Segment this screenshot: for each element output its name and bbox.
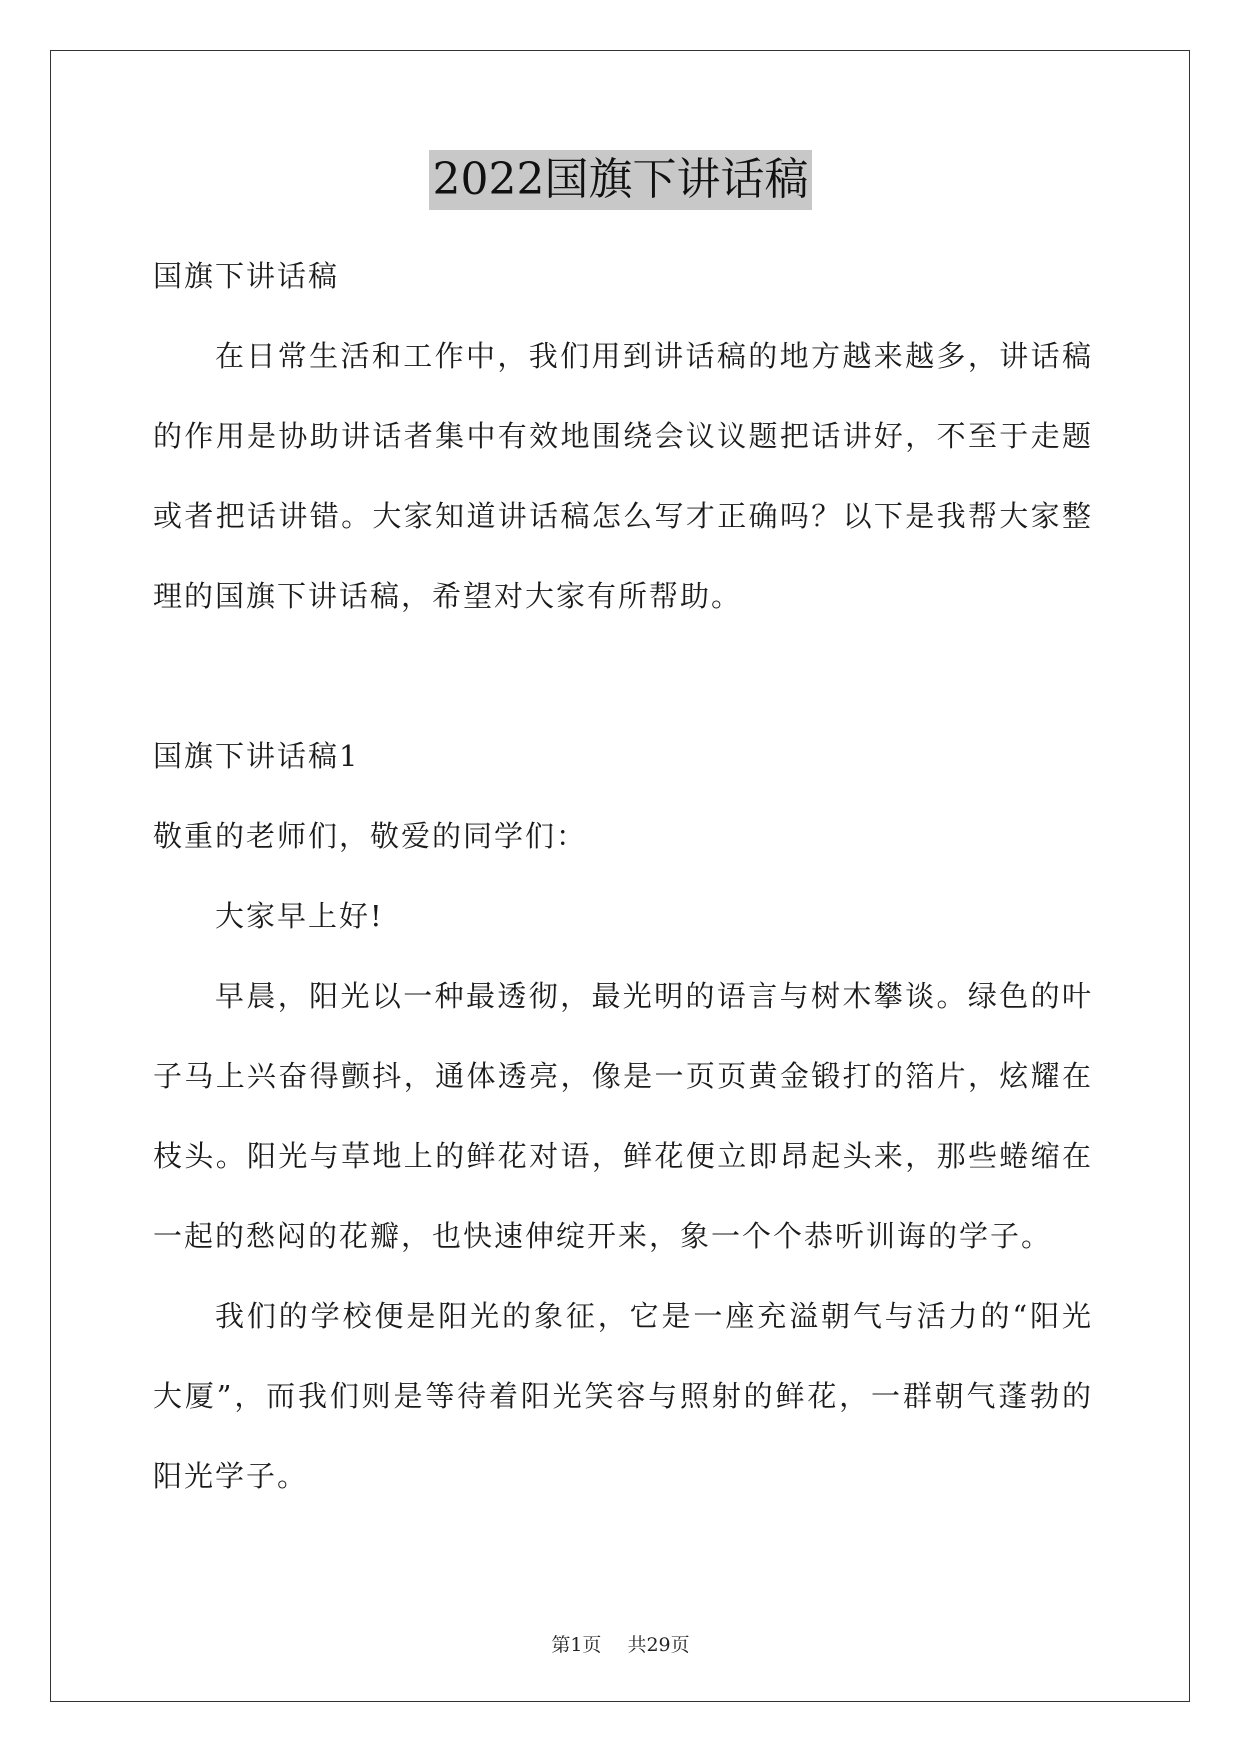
- document-title: 2022国旗下讲话稿: [429, 150, 813, 210]
- page-footer: [0, 1630, 1241, 1657]
- body-paragraph: 早晨，阳光以一种最透彻，最光明的语言与树木攀谈。绿色的叶子马上兴奋得颤抖，通体透亮，像是一页页黄金锻打的箔片，炫耀在枝头。阳光与草地上的鲜花对语，鲜花便立即昂起头来，那些蜷缩在一起的愁闷的花瓣，也快速伸绽开来，象一个个恭听训诲的学子。: [153, 979, 1093, 1253]
- page-total: 共29页: [627, 1634, 690, 1656]
- title-container: [0, 150, 1241, 210]
- salutation: 敬重的老师们，敬爱的同学们：: [153, 819, 588, 853]
- intro-heading: 国旗下讲话稿: [153, 259, 340, 293]
- document-body: [153, 236, 1093, 1516]
- section-heading: 国旗下讲话稿1: [153, 739, 360, 773]
- page-number: 第1页: [551, 1634, 602, 1656]
- body-paragraph: 我们的学校便是阳光的象征，它是一座充溢朝气与活力的“阳光大厦”，而我们则是等待着阳光笑容与照射的鲜花，一群朝气蓬勃的阳光学子。: [153, 1299, 1093, 1493]
- section-spacer: [153, 636, 1093, 716]
- greeting: 大家早上好!: [215, 899, 384, 933]
- intro-paragraph: 在日常生活和工作中，我们用到讲话稿的地方越来越多，讲话稿的作用是协助讲话者集中有效地围绕会议议题把话讲好，不至于走题或者把话讲错。大家知道讲话稿怎么写才正确吗？以下是我帮大家整理的国旗下讲话稿，希望对大家有所帮助。: [153, 339, 1093, 613]
